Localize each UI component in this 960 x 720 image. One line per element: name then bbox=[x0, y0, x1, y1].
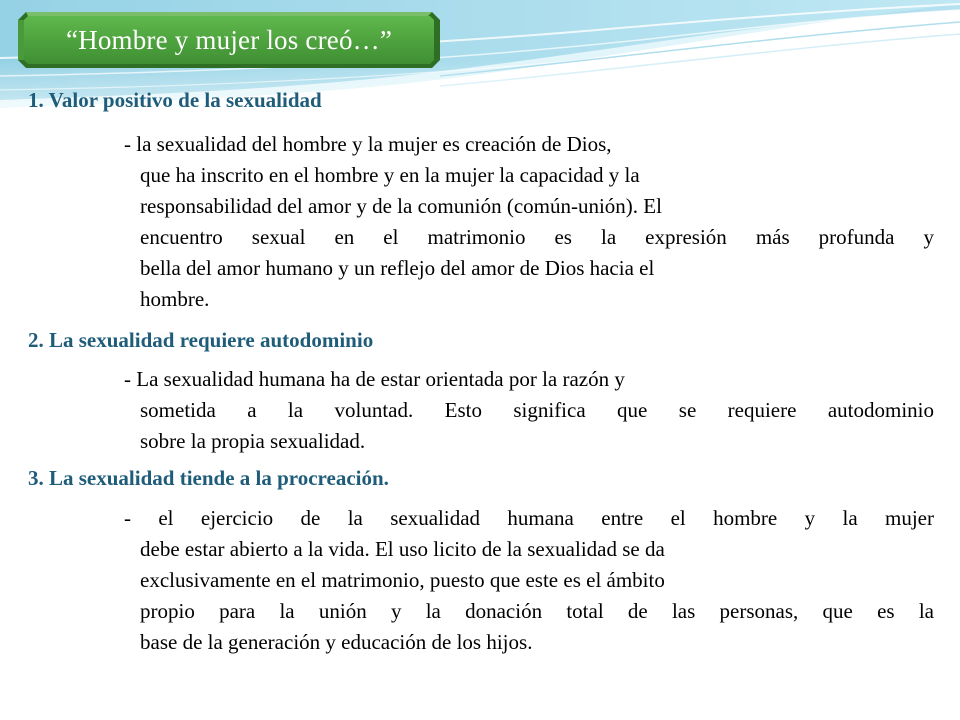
section-body-2 bbox=[124, 364, 934, 457]
body-line: encuentro sexual en el matrimonio es la expresión más profunda y bbox=[140, 225, 934, 249]
body-line: - la sexualidad del hombre y la mujer es creación de Dios, bbox=[124, 132, 612, 156]
body-line: - La sexualidad humana ha de estar orientada por la razón y bbox=[124, 367, 625, 391]
section-heading-2: 2. La sexualidad requiere autodominio bbox=[28, 328, 374, 352]
section-body-3 bbox=[124, 503, 934, 658]
body-line: sometida a la voluntad. Esto significa que se requiere autodominio bbox=[140, 398, 934, 422]
body-line: exclusivamente en el matrimonio, puesto que este es el ámbito bbox=[140, 568, 665, 592]
body-line: sobre la propia sexualidad. bbox=[140, 429, 366, 453]
section-heading-1: 1. Valor positivo de la sexualidad bbox=[28, 88, 322, 112]
body-line: bella del amor humano y un reflejo del amor de Dios hacia el bbox=[140, 256, 655, 280]
body-line: - el ejercicio de la sexualidad humana entre el hombre y la mujer bbox=[124, 506, 934, 530]
slide-title: “Hombre y mujer los creó…” bbox=[65, 24, 393, 55]
body-line: que ha inscrito en el hombre y en la mujer la capacidad y la bbox=[140, 163, 640, 187]
section-body-1 bbox=[124, 129, 934, 315]
body-line: base de la generación y educación de los hijos. bbox=[140, 630, 533, 654]
body-line: responsabilidad del amor y de la comunión (común-unión). El bbox=[140, 194, 662, 218]
body-line: hombre. bbox=[140, 287, 210, 311]
section-heading-3: 3. La sexualidad tiende a la procreación. bbox=[28, 466, 389, 490]
body-line: propio para la unión y la donación total de las personas, que es la bbox=[140, 599, 934, 623]
body-line: debe estar abierto a la vida. El uso licito de la sexualidad se da bbox=[140, 537, 665, 561]
